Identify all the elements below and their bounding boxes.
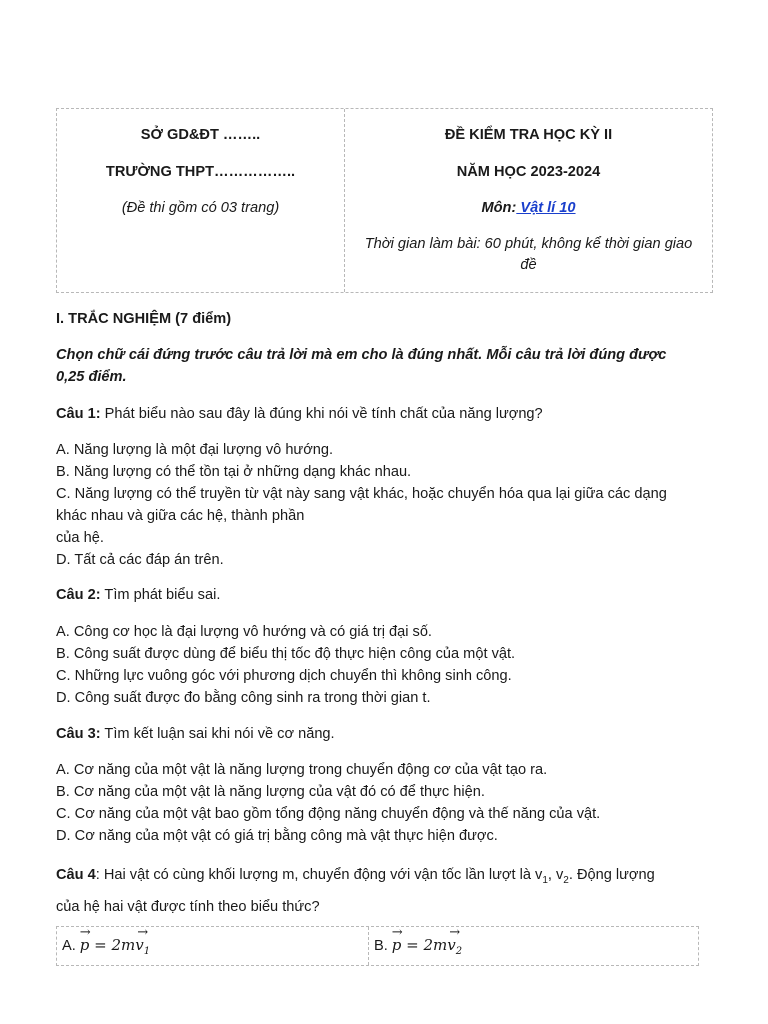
option-d: D. Công suất được đo bằng công sinh ra trong thời gian t. xyxy=(56,690,431,706)
subject-link[interactable]: Vật lí 10 xyxy=(516,200,576,216)
exam-header-table xyxy=(56,108,713,293)
question-1 xyxy=(56,403,716,425)
question-text: , v xyxy=(547,867,564,883)
option-d: D. Tất cả các đáp án trên. xyxy=(56,552,224,568)
question-text: Tìm phát biểu sai. xyxy=(100,587,221,603)
option-a: A. Năng lượng là một đại lượng vô hướng. xyxy=(56,442,334,458)
time-line-1: Thời gian làm bài: 60 phút, không kể thời gian giao xyxy=(364,236,693,252)
question-label: Câu 4 xyxy=(56,867,96,883)
question-label: Câu 2: xyxy=(56,587,101,603)
formula xyxy=(392,936,462,957)
header-left-column xyxy=(57,109,345,292)
answer-letter: A. xyxy=(62,938,76,954)
option-c: C. Những lực vuông góc với phương dịch chuyển thì không sinh công. xyxy=(56,668,512,684)
section-title: I. TRẮC NGHIỆM (7 điểm) xyxy=(56,311,232,327)
question-3-options xyxy=(56,759,716,847)
question-label: Câu 3: xyxy=(56,726,101,742)
subscript: 1 xyxy=(143,945,151,957)
vector-v xyxy=(135,936,150,957)
option-c-continued: khác nhau và giữa các hệ, thành phần xyxy=(56,508,305,524)
option-b: B. Năng lượng có thể tồn tại ở những dạng khác nhau. xyxy=(56,464,412,480)
header-right-column xyxy=(345,109,712,292)
question-text: Tìm kết luận sai khi nói về cơ năng. xyxy=(100,726,335,742)
vector-v-letter: v xyxy=(447,935,456,954)
formula-eq: = 2m xyxy=(401,935,448,954)
question-4-answer-table xyxy=(56,926,699,966)
section-instruction xyxy=(56,344,716,388)
question-2 xyxy=(56,584,716,606)
formula-eq: = 2m xyxy=(89,935,136,954)
answer-letter: B. xyxy=(374,938,388,954)
option-c: C. Năng lượng có thể truyền từ vật này sang vật khác, hoặc chuyển hóa qua lại giữa các dạng xyxy=(56,486,667,502)
question-2-options xyxy=(56,621,716,709)
vector-p: → p xyxy=(80,936,90,954)
question-3 xyxy=(56,723,716,745)
question-4-line-2: của hệ hai vật được tính theo biểu thức? xyxy=(56,898,320,915)
answer-cell-a xyxy=(57,927,369,965)
vector-v-letter: v xyxy=(135,935,144,954)
option-a: A. Công cơ học là đại lượng vô hướng và có giá trị đại số. xyxy=(56,624,432,640)
question-4 xyxy=(56,862,716,920)
option-a: A. Cơ năng của một vật là năng lượng trong chuyển động cơ của vật tạo ra. xyxy=(56,762,548,778)
instruction-line-2: 0,25 điểm. xyxy=(56,369,127,385)
question-text: Phát biểu nào sau đây là đúng khi nói về tính chất của năng lượng? xyxy=(100,406,543,422)
vector-v xyxy=(447,936,462,957)
option-c-continued: của hệ. xyxy=(56,530,104,546)
answer-cell-b xyxy=(369,927,698,965)
question-text: . Động lượng xyxy=(568,867,655,883)
option-b: B. Công suất được dùng để biểu thị tốc độ thực hiện công của một vật. xyxy=(56,646,516,662)
subscript: 1 xyxy=(542,874,548,886)
vector-p: → p xyxy=(392,936,402,954)
exam-title: ĐỀ KIỂM TRA HỌC KỲ II xyxy=(444,127,613,143)
question-1-options xyxy=(56,439,716,571)
option-d: D. Cơ năng của một vật có giá trị bằng công mà vật thực hiện được. xyxy=(56,828,498,844)
subject-line xyxy=(345,198,712,219)
subscript: 2 xyxy=(455,945,463,957)
option-b: B. Cơ năng của một vật là năng lượng của vật đó có để thực hiện. xyxy=(56,784,485,800)
subscript: 2 xyxy=(563,874,569,886)
formula xyxy=(80,936,150,957)
option-c: C. Cơ năng của một vật bao gồm tổng động năng chuyển động và thế năng của vật. xyxy=(56,806,601,822)
question-text: : Hai vật có cùng khối lượng m, chuyển động với vận tốc lần lượt là v xyxy=(95,867,543,883)
question-4-line-1 xyxy=(56,862,716,894)
instruction-line-1: Chọn chữ cái đứng trước câu trả lời mà em cho là đúng nhất. Mỗi câu trả lời đúng được xyxy=(56,347,667,363)
pages-note: (Đề thi gồm có 03 trang) xyxy=(121,200,280,216)
department-name: SỞ GD&ĐT …….. xyxy=(140,127,261,143)
subject-label: Môn: xyxy=(481,200,517,216)
question-label: Câu 1: xyxy=(56,406,101,422)
time-line-2: đề xyxy=(520,257,537,273)
school-name: TRƯỜNG THPT…………….. xyxy=(105,164,296,180)
school-year: NĂM HỌC 2023-2024 xyxy=(456,164,601,180)
